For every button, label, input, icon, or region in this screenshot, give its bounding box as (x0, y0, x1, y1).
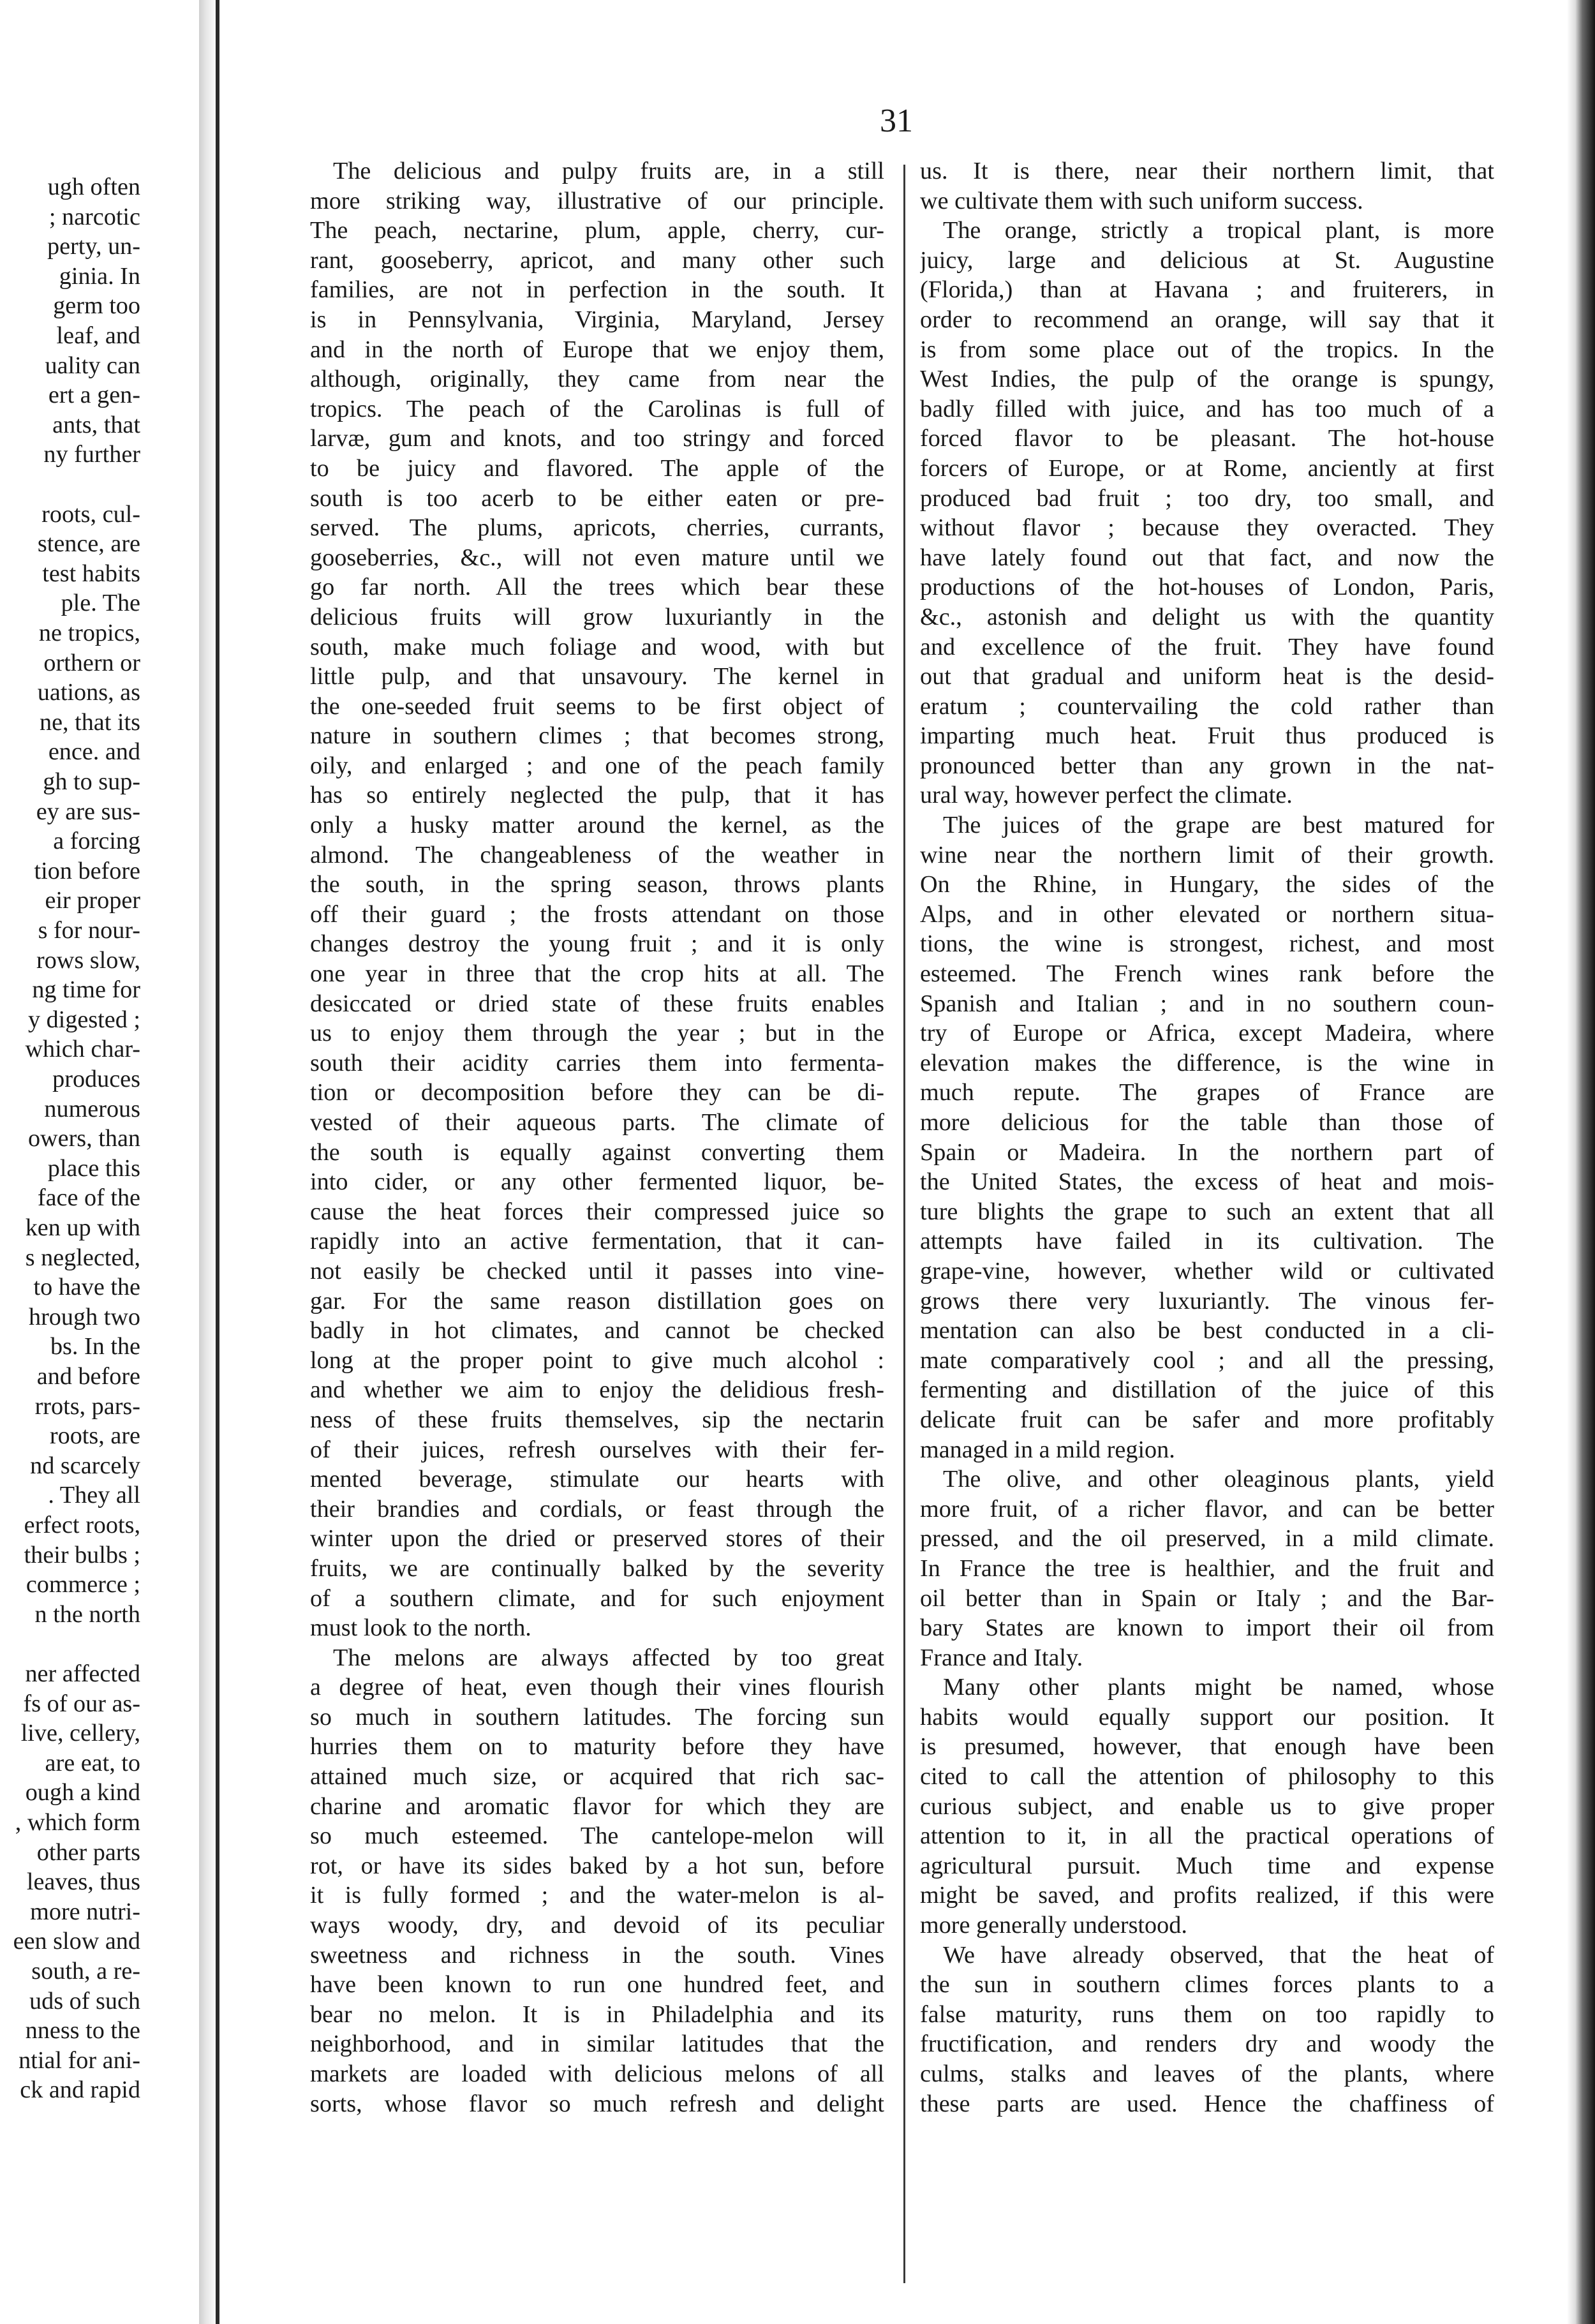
text-line: nature in southern climes ; that becomes strong, (310, 722, 884, 750)
text-line: ness of these fruits themselves, sip the nectarin (310, 1406, 884, 1433)
fragment-line: tion before (34, 857, 140, 884)
fragment-line: leaf, and (56, 322, 140, 349)
text-line: attempts have failed in its cultivation. The (920, 1228, 1494, 1255)
previous-page-fragment (0, 172, 148, 2304)
fragment-line: ner affected (25, 1660, 140, 1687)
fragment-line: other parts (36, 1838, 140, 1866)
text-line: is from some place out of the tropics. In the (920, 336, 1494, 363)
fragment-line: ntial for ani- (19, 2046, 140, 2074)
fragment-line: rows slow, (36, 946, 140, 974)
text-line: have been known to run one hundred feet, and (310, 1971, 884, 1999)
page-number: 31 (880, 103, 913, 139)
fragment-line: produces (52, 1066, 140, 1092)
fragment-line: germ too (53, 292, 140, 320)
text-line: mented beverage, stimulate our hearts with (310, 1466, 884, 1493)
text-line: bear no melon. It is in Philadelphia and its (310, 2000, 884, 2028)
fragment-line: ence. and (48, 738, 140, 766)
fragment-line: ert a gen- (48, 382, 140, 409)
text-line: without flavor ; because they overacted. They (920, 514, 1494, 542)
fragment-line: nd scarcely (30, 1452, 140, 1479)
fragment-line: bs. In the (50, 1333, 140, 1360)
text-line: and excellence of the fruit. They have found (920, 633, 1494, 660)
text-line: oil better than in Spain or Italy ; and the Bar- (920, 1584, 1494, 1612)
fragment-line: ginia. In (59, 262, 140, 290)
text-line: is presumed, however, that enough have been (920, 1733, 1494, 1761)
text-line: tion or decomposition before they can be di- (310, 1079, 884, 1106)
fragment-line: eir proper (45, 887, 140, 914)
column-divider (903, 165, 905, 2283)
text-line: and whether we aim to enjoy the delidious fresh- (310, 1376, 884, 1404)
right-text-column (920, 156, 1494, 2119)
text-line: their brandies and cordials, or feast through the (310, 1495, 884, 1523)
text-line: false maturity, runs them on too rapidly to (920, 2000, 1494, 2028)
text-line: served. The plums, apricots, cherries, currants, (310, 514, 884, 542)
text-line: West Indies, the pulp of the orange is spungy, (920, 366, 1494, 393)
text-line: much repute. The grapes of France are (920, 1079, 1494, 1106)
text-line: more striking way, illustrative of our principle. (310, 187, 884, 214)
text-line: managed in a mild region. (920, 1436, 1175, 1463)
text-line: badly in hot climates, and cannot be checked (310, 1317, 884, 1344)
text-line: must look to the north. (310, 1614, 531, 1642)
text-line: curious subject, and enable us to give proper (920, 1792, 1494, 1820)
text-line: south their acidity carries them into fermenta- (310, 1049, 884, 1076)
text-line: the south, in the spring season, throws plants (310, 871, 884, 898)
text-line: tropics. The peach of the Carolinas is full of (310, 395, 884, 422)
text-line: badly filled with juice, and has too much of a (920, 395, 1494, 422)
text-line: Spanish and Italian ; and in no southern coun- (920, 990, 1494, 1017)
text-line: mate comparatively cool ; and all the pressing, (920, 1346, 1494, 1374)
text-line: wine near the northern limit of their growth. (920, 841, 1494, 868)
text-line: to be juicy and flavored. The apple of the (310, 454, 884, 482)
fragment-line: uations, as (37, 679, 140, 706)
text-line: The delicious and pulpy fruits are, in a still (333, 158, 884, 184)
fragment-line: gh to sup- (43, 768, 140, 795)
fragment-line: leaves, thus (26, 1868, 140, 1896)
text-line: south is too acerb to be either eaten or pre- (310, 484, 884, 512)
text-line: little pulp, and that unsavoury. The kernel in (310, 663, 884, 690)
fragment-line: perty, un- (47, 233, 140, 260)
fragment-line: are eat, to (45, 1749, 140, 1777)
fragment-line: a forcing (53, 828, 140, 855)
fragment-line: ken up with (25, 1214, 140, 1241)
text-line: the south is equally against converting them (310, 1138, 884, 1166)
fragment-line: their bulbs ; (24, 1541, 140, 1568)
text-line: vested of their aqueous parts. The climate of (310, 1109, 884, 1136)
text-line: delicate fruit can be safer and more profitably (920, 1406, 1494, 1433)
text-line: order to recommend an orange, will say that it (920, 306, 1494, 333)
text-line: us to enjoy them through the year ; but in the (310, 1020, 884, 1047)
fragment-line: place this (47, 1154, 140, 1182)
text-line: off their guard ; the frosts attendant on those (310, 900, 884, 928)
page-edge (1567, 0, 1595, 2324)
fragment-line: s neglected, (25, 1244, 140, 1271)
text-line: winter upon the dried or preserved stores of their (310, 1525, 884, 1553)
text-line: elevation makes the difference, is the wine in (920, 1049, 1494, 1076)
text-line: habits would equally support our position. It (920, 1703, 1494, 1731)
text-line: markets are loaded with delicious melons of all (310, 2060, 884, 2087)
text-line: oily, and enlarged ; and one of the peach family (310, 752, 884, 779)
text-line: try of Europe or Africa, except Madeira, where (920, 1020, 1494, 1047)
text-line: attention to it, in all the practical operations of (920, 1822, 1494, 1850)
fragment-line: orthern or (43, 649, 140, 676)
text-line: agricultural pursuit. Much time and expense (920, 1852, 1494, 1879)
text-line: into cider, or any other fermented liquor, be- (310, 1168, 884, 1196)
text-line: attained much size, or acquired that rich sac- (310, 1763, 884, 1791)
fragment-line: and before (36, 1363, 140, 1390)
text-line: fruits, we are continually balked by the severity (310, 1554, 884, 1582)
text-line: south, make much foliage and wood, with but (310, 633, 884, 660)
fragment-line: ough a kind (25, 1779, 140, 1806)
text-line: The melons are always affected by too great (333, 1644, 884, 1671)
text-line: the United States, the excess of heat and mois- (920, 1168, 1494, 1196)
text-line: The orange, strictly a tropical plant, is more (943, 217, 1494, 244)
text-line: The juices of the grape are best matured for (943, 812, 1494, 839)
fragment-line: which char- (25, 1036, 140, 1063)
text-line: bary States are known to import their oil from (920, 1614, 1494, 1642)
fragment-line: rrots, pars- (34, 1392, 140, 1420)
text-line: The peach, nectarine, plum, apple, cherry, cur- (310, 217, 884, 244)
text-line: almond. The changeableness of the weather in (310, 841, 884, 868)
fragment-line: numerous (44, 1095, 140, 1122)
text-line: Spain or Madeira. In the northern part of (920, 1138, 1494, 1166)
text-line: go far north. All the trees which bear these (310, 574, 884, 601)
fragment-line: ny further (43, 441, 140, 468)
fragment-line: uality can (45, 352, 140, 379)
text-line: cause the heat forces their compressed juice so (310, 1198, 884, 1225)
fragment-line: ey are sus- (36, 798, 140, 825)
text-line: only a husky matter around the kernel, as the (310, 812, 884, 839)
fragment-line: uds of such (29, 1987, 140, 2015)
fragment-line: ne tropics, (38, 620, 140, 646)
text-line: sorts, whose flavor so much refresh and delight (310, 2090, 884, 2117)
fragment-line: ugh often (47, 174, 140, 200)
fragment-line: y digested ; (27, 1006, 140, 1033)
text-line: the one-seeded fruit seems to be first object of (310, 692, 884, 720)
fragment-line: erfect roots, (24, 1512, 140, 1538)
text-line: it is fully formed ; and the water-melon is al- (310, 1882, 884, 1909)
text-line: (Florida,) than at Havana ; and fruiterers, in (920, 276, 1494, 304)
text-line: produced bad fruit ; too dry, too small, and (920, 484, 1494, 512)
text-line: we cultivate them with such uniform success. (920, 187, 1363, 214)
text-line: long at the proper point to give much alcohol : (310, 1346, 884, 1374)
text-line: is in Pennsylvania, Virginia, Maryland, Jersey (310, 306, 884, 333)
text-line: so much esteemed. The cantelope-melon will (310, 1822, 884, 1850)
text-line: out that gradual and uniform heat is the desid- (920, 663, 1494, 690)
text-line: us. It is there, near their northern limit, that (920, 158, 1494, 184)
text-line: In France the tree is healthier, and the fruit and (920, 1554, 1494, 1582)
text-line: not easily be checked until it passes into vine- (310, 1257, 884, 1285)
text-line: imparting much heat. Fruit thus produced is (920, 722, 1494, 750)
text-line: pressed, and the oil preserved, in a mild climate. (920, 1525, 1494, 1553)
text-line: productions of the hot-houses of London, Paris, (920, 574, 1494, 601)
text-line: esteemed. The French wines rank before the (920, 960, 1494, 988)
text-line: forcers of Europe, or at Rome, anciently at first (920, 454, 1494, 482)
text-line: a degree of heat, even though their vines flourish (310, 1674, 884, 1701)
text-line: more generally understood. (920, 1912, 1187, 1939)
fragment-line: to have the (33, 1274, 140, 1301)
text-line: desiccated or dried state of these fruits enables (310, 990, 884, 1017)
text-line: hurries them on to maturity before they have (310, 1733, 884, 1761)
fragment-line: ne, that its (39, 708, 140, 736)
text-line: Many other plants might be named, whose (943, 1674, 1494, 1701)
text-line: these parts are used. Hence the chaffiness of (920, 2090, 1494, 2117)
fragment-line: more nutri- (30, 1898, 140, 1925)
text-line: more fruit, of a richer flavor, and can be better (920, 1495, 1494, 1523)
text-line: although, originally, they came from near the (310, 366, 884, 393)
fragment-line: ants, that (52, 411, 140, 438)
fragment-line: live, cellery, (20, 1720, 140, 1747)
fragment-line: roots, are (49, 1422, 140, 1450)
text-line: neighborhood, and in similar latitudes that the (310, 2030, 884, 2058)
text-line: families, are not in perfection in the south. It (310, 276, 884, 304)
fragment-line: ck and rapid (20, 2076, 140, 2104)
text-line: rapidly into an active fermentation, that it can- (310, 1228, 884, 1255)
binding-gutter (216, 0, 219, 2324)
text-line: has so entirely neglected the pulp, that it has (310, 782, 884, 809)
text-line: mentation can also be best conducted in a cli- (920, 1317, 1494, 1344)
text-line: of a southern climate, and for such enjoyment (310, 1584, 884, 1612)
text-line: cited to call the attention of philosophy to this (920, 1763, 1494, 1791)
text-line: juicy, large and delicious at St. Augustine (920, 246, 1494, 274)
left-text-column (310, 156, 884, 2119)
fragment-line: fs of our as- (23, 1690, 140, 1717)
text-line: gar. For the same reason distillation goes on (310, 1287, 884, 1315)
text-line: &c., astonish and delight us with the quantity (920, 603, 1494, 630)
text-line: We have already observed, that the heat of (943, 1941, 1494, 1969)
text-line: ways woody, dry, and devoid of its peculiar (310, 1912, 884, 1939)
text-line: might be saved, and profits realized, if this were (920, 1882, 1494, 1909)
text-line: pronounced better than any grown in the nat- (920, 752, 1494, 779)
text-line: The olive, and other oleaginous plants, yield (943, 1466, 1494, 1493)
fragment-line: ng time for (32, 976, 140, 1004)
fragment-line: hrough two (28, 1303, 140, 1330)
text-line: have lately found out that fact, and now the (920, 544, 1494, 571)
fragment-line: test habits (42, 560, 140, 587)
text-line: changes destroy the young fruit ; and it is only (310, 930, 884, 958)
text-line: France and Italy. (920, 1644, 1083, 1671)
fragment-line: commerce ; (26, 1571, 140, 1598)
text-line: ural way, however perfect the climate. (920, 782, 1293, 809)
fragment-line: roots, cul- (41, 500, 140, 528)
text-line: grows there very luxuriantly. The vinous fer- (920, 1287, 1494, 1315)
text-line: the sun in southern climes forces plants to a (920, 1971, 1494, 1999)
text-line: On the Rhine, in Hungary, the sides of the (920, 871, 1494, 898)
text-line: so much in southern latitudes. The forcing sun (310, 1703, 884, 1731)
text-line: tions, the wine is strongest, richest, and most (920, 930, 1494, 958)
text-line: more delicious for the table than those of (920, 1109, 1494, 1136)
text-line: grape-vine, however, whether wild or cultivated (920, 1257, 1494, 1285)
fragment-line: , which form (15, 1809, 140, 1836)
text-line: and in the north of Europe that we enjoy them, (310, 336, 884, 363)
fragment-line: ple. The (61, 590, 140, 617)
text-line: one year in three that the crop hits at all. The (310, 960, 884, 988)
fragment-line: stence, are (37, 530, 140, 558)
fragment-line: s for nour- (38, 917, 140, 944)
text-line: charine and aromatic flavor for which they are (310, 1792, 884, 1820)
fragment-line: owers, than (27, 1125, 140, 1152)
text-line: rant, gooseberry, apricot, and many other such (310, 246, 884, 274)
text-line: larvæ, gum and knots, and too stringy and forced (310, 425, 884, 452)
text-line: fermenting and distillation of the juice of this (920, 1376, 1494, 1404)
fragment-line: n the north (34, 1600, 140, 1628)
text-line: delicious fruits will grow luxuriantly in the (310, 603, 884, 630)
text-line: fructification, and renders dry and woody the (920, 2030, 1494, 2058)
text-line: gooseberries, &c., will not even mature until we (310, 544, 884, 571)
text-line: culms, stalks and leaves of the plants, where (920, 2060, 1494, 2087)
text-line: eratum ; countervailing the cold rather than (920, 692, 1494, 720)
fragment-line: ; narcotic (48, 203, 140, 230)
text-line: Alps, and in other elevated or northern situa- (920, 900, 1494, 928)
text-line: sweetness and richness in the south. Vines (310, 1941, 884, 1969)
text-line: ture blights the grape to such an extent that all (920, 1198, 1494, 1225)
fragment-line: south, a re- (31, 1958, 140, 1985)
text-line: of their juices, refresh ourselves with their fer- (310, 1436, 884, 1463)
fragment-line: . They all (48, 1482, 140, 1509)
fragment-line: nness to the (25, 2017, 140, 2045)
text-line: forced flavor to be pleasant. The hot-house (920, 425, 1494, 452)
fragment-line: een slow and (13, 1928, 140, 1955)
text-line: rot, or have its sides baked by a hot sun, before (310, 1852, 884, 1879)
fragment-line: face of the (37, 1184, 140, 1212)
